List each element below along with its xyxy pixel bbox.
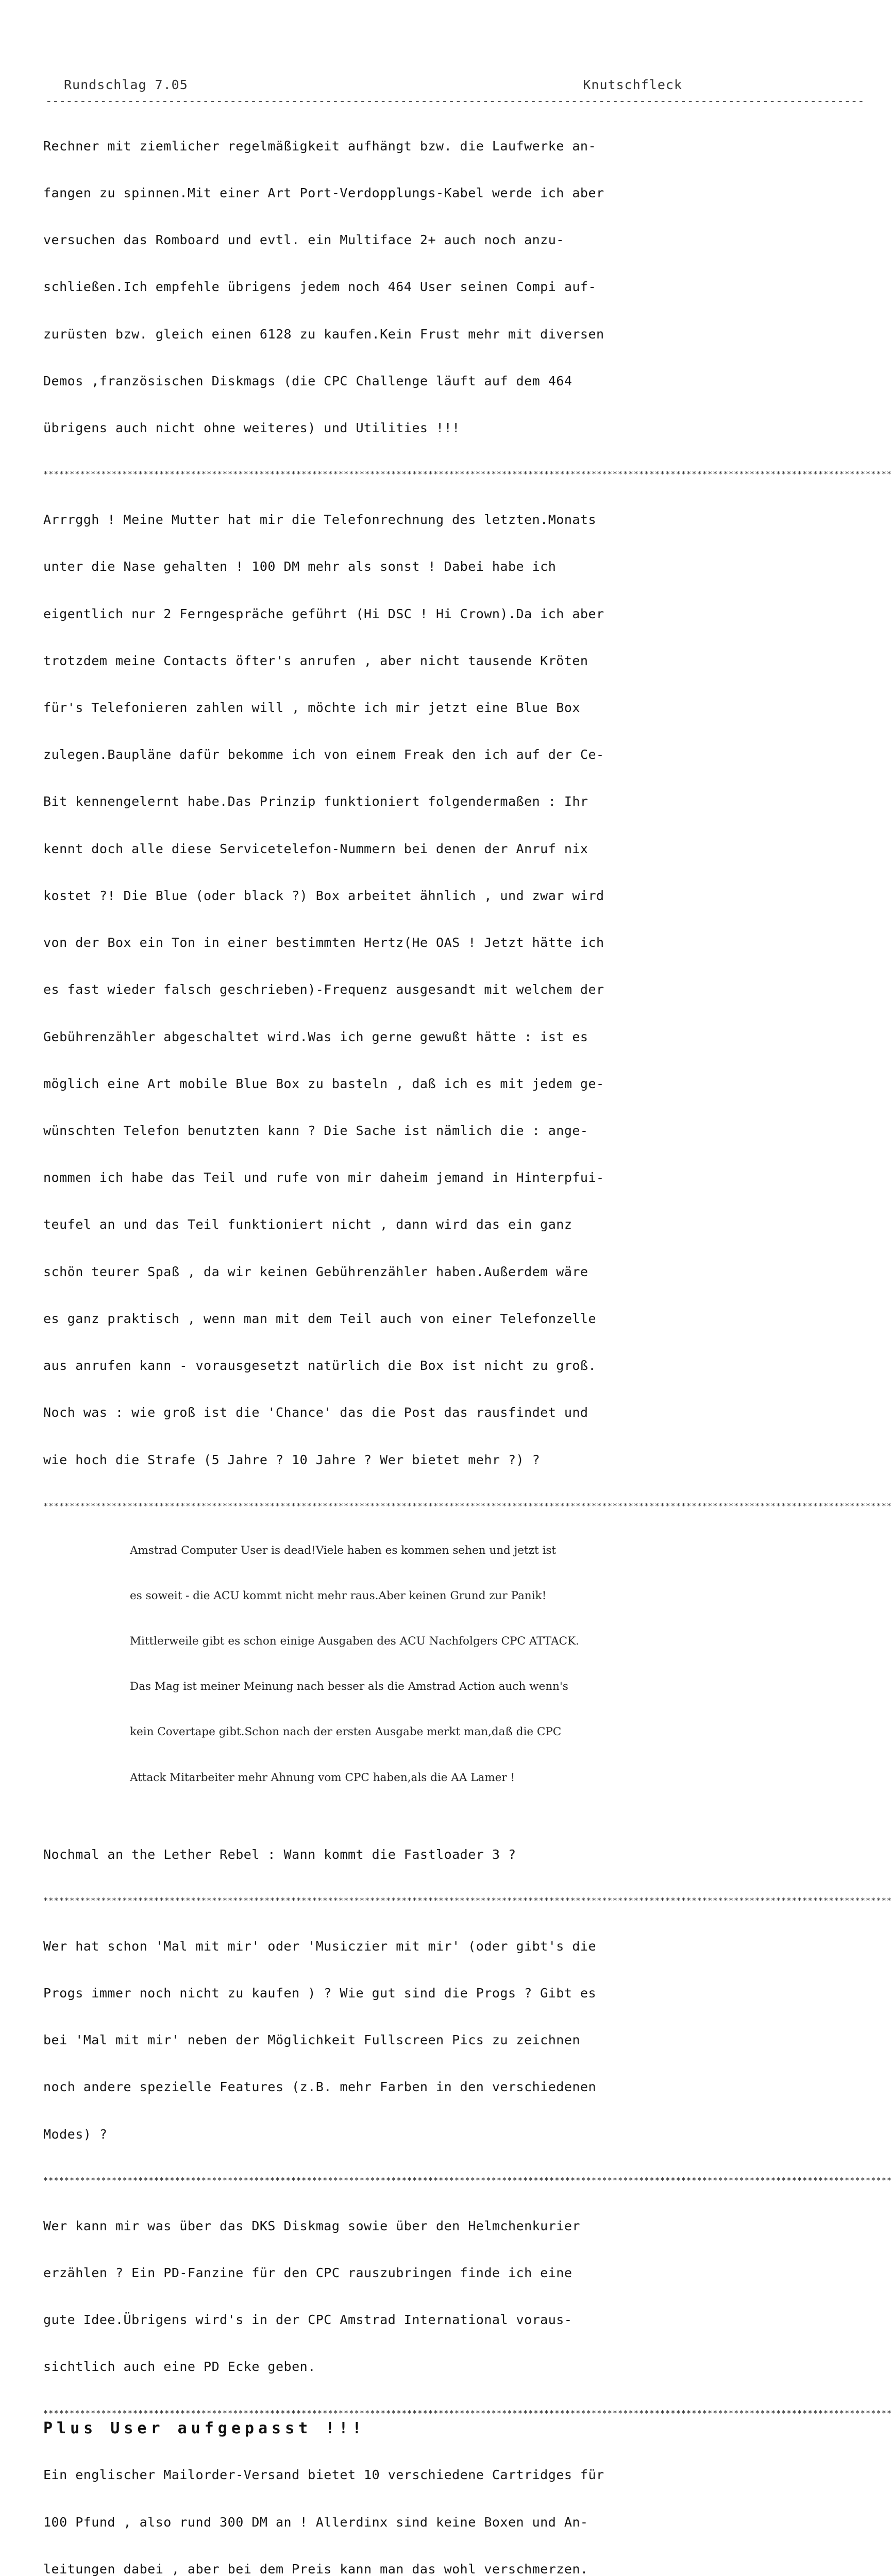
text-line: übrigens auch nicht ohne weiteres) und Utilities !!! <box>43 420 729 436</box>
document-page <box>43 77 729 2576</box>
text-line: schließen.Ich empfehle übrigens jedem noch 464 User seinen Compi auf- <box>43 279 729 295</box>
text-line: schön teurer Spaß , da wir keinen Gebührenzähler haben.Außerdem wäre <box>43 1264 729 1280</box>
text-line: Wer hat schon 'Mal mit mir' oder 'Musiczier mit mir' (oder gibt's die <box>43 1939 729 1954</box>
inset-line: kein Covertape gibt.Schon nach der ersten Ausgabe merkt man,daß die CPC <box>130 1724 729 1739</box>
text-line: teufel an und das Teil funktioniert nicht , dann wird das ein ganz <box>43 1217 729 1232</box>
inset-line: Das Mag ist meiner Meinung nach besser als die Amstrad Action auch wenn's <box>130 1679 729 1694</box>
paragraph-blue-box <box>43 481 729 1499</box>
header-right: Knutschfleck <box>583 77 682 96</box>
text-line: leitungen dabei , aber bei dem Preis kann man das wohl verschmerzen. <box>43 2562 729 2576</box>
text-line: Arrrggh ! Meine Mutter hat mir die Telefonrechnung des letzten.Monats <box>43 512 729 528</box>
inset-line: Mittlerweile gibt es schon einige Ausgaben des ACU Nachfolgers CPC ATTACK. <box>130 1634 729 1649</box>
text-line: versuchen das Romboard und evtl. ein Multiface 2+ auch noch anzu- <box>43 232 729 248</box>
text-line: Ein englischer Mailorder-Versand bietet 10 verschiedene Cartridges für <box>43 2467 729 2483</box>
text-line: sichtlich auch eine PD Ecke geben. <box>43 2359 729 2375</box>
inset-acu-note <box>130 1513 729 1816</box>
text-line: wie hoch die Strafe (5 Jahre ? 10 Jahre ? Wer bietet mehr ?) ? <box>43 1452 729 1468</box>
text-line: gute Idee.Übrigens wird's in der CPC Amstrad International voraus- <box>43 2312 729 2328</box>
section-headline-plus-user: Plus User aufgepasst !!! <box>43 2420 729 2436</box>
text-line: Progs immer noch nicht zu kaufen ) ? Wie gut sind die Progs ? Gibt es <box>43 1986 729 2001</box>
inset-line: Attack Mitarbeiter mehr Ahnung vom CPC haben,als die AA Lamer ! <box>130 1770 729 1785</box>
text-line: zurüsten bzw. gleich einen 6128 zu kaufen.Kein Frust mehr mit diversen <box>43 327 729 342</box>
text-line: Demos ,französischen Diskmags (die CPC Challenge läuft auf dem 464 <box>43 374 729 389</box>
text-line: fangen zu spinnen.Mit einer Art Port-Verdopplungs-Kabel werde ich aber <box>43 185 729 201</box>
star-separator: ***************************************************************************************************************************************************************** <box>43 1894 718 1907</box>
text-line: Wer kann mir was über das DKS Diskmag sowie über den Helmchenkurier <box>43 2218 729 2234</box>
inset-line: es soweit - die ACU kommt nicht mehr raus.Aber keinen Grund zur Panik! <box>130 1588 729 1603</box>
paragraph-fastloader <box>43 1816 729 1894</box>
inset-line: Amstrad Computer User is dead!Viele haben es kommen sehen und jetzt ist <box>130 1543 729 1558</box>
header-left: Rundschlag 7.05 <box>64 77 188 96</box>
text-line: 100 Pfund , also rund 300 DM an ! Allerdinx sind keine Boxen und An- <box>43 2515 729 2530</box>
page-header <box>64 77 682 96</box>
text-line: trotzdem meine Contacts öfter's anrufen , aber nicht tausende Kröten <box>43 653 729 669</box>
text-line: für's Telefonieren zahlen will , möchte ich mir jetzt eine Blue Box <box>43 700 729 716</box>
star-separator: ***************************************************************************************************************************************************************** <box>43 2174 718 2187</box>
text-line: wünschten Telefon benutzten kann ? Die Sache ist nämlich die : ange- <box>43 1123 729 1139</box>
paragraph-mal-mit-mir <box>43 1907 729 2174</box>
paragraph-dks-diskmag <box>43 2187 729 2406</box>
text-line: nommen ich habe das Teil und rufe von mir daheim jemand in Hinterpfui- <box>43 1170 729 1185</box>
text-line: bei 'Mal mit mir' neben der Möglichkeit Fullscreen Pics zu zeichnen <box>43 2032 729 2048</box>
text-line: zulegen.Baupläne dafür bekomme ich von einem Freak den ich auf der Ce- <box>43 747 729 762</box>
star-separator: ***************************************************************************************************************************************************************** <box>43 467 718 481</box>
text-line: es ganz praktisch , wenn man mit dem Teil auch von einer Telefonzelle <box>43 1311 729 1327</box>
text-line: Gebührenzähler abgeschaltet wird.Was ich gerne gewußt hätte : ist es <box>43 1029 729 1045</box>
text-line: möglich eine Art mobile Blue Box zu basteln , daß ich es mit jedem ge- <box>43 1076 729 1092</box>
text-line: Bit kennengelernt habe.Das Prinzip funktioniert folgendermaßen : Ihr <box>43 794 729 809</box>
text-line: von der Box ein Ton in einer bestimmten Hertz(He OAS ! Jetzt hätte ich <box>43 935 729 951</box>
paragraph-drive-upgrade <box>43 107 729 467</box>
header-rule: ------------------------------------------------------------------------------------------------------------------------ <box>45 96 684 107</box>
star-separator: ***************************************************************************************************************************************************************** <box>43 2406 718 2420</box>
text-line: Rechner mit ziemlicher regelmäßigkeit aufhängt bzw. die Laufwerke an- <box>43 139 729 154</box>
text-line: Modes) ? <box>43 2127 729 2142</box>
paragraph-cartridges <box>43 2436 729 2576</box>
text-line: aus anrufen kann - vorausgesetzt natürlich die Box ist nicht zu groß. <box>43 1358 729 1374</box>
text-line: kennt doch alle diese Servicetelefon-Nummern bei denen der Anruf nix <box>43 841 729 857</box>
text-line: noch andere spezielle Features (z.B. mehr Farben in den verschiedenen <box>43 2079 729 2095</box>
text-line: unter die Nase gehalten ! 100 DM mehr als sonst ! Dabei habe ich <box>43 559 729 574</box>
text-line: es fast wieder falsch geschrieben)-Frequenz ausgesandt mit welchem der <box>43 982 729 997</box>
text-line: Noch was : wie groß ist die 'Chance' das die Post das rausfindet und <box>43 1405 729 1420</box>
text-line: kostet ?! Die Blue (oder black ?) Box arbeitet ähnlich , und zwar wird <box>43 888 729 904</box>
star-separator: ***************************************************************************************************************************************************************** <box>43 1499 718 1513</box>
text-line: erzählen ? Ein PD-Fanzine für den CPC rauszubringen finde ich eine <box>43 2265 729 2281</box>
text-line: eigentlich nur 2 Ferngespräche geführt (Hi DSC ! Hi Crown).Da ich aber <box>43 606 729 622</box>
text-line: Nochmal an the Lether Rebel : Wann kommt die Fastloader 3 ? <box>43 1847 729 1862</box>
